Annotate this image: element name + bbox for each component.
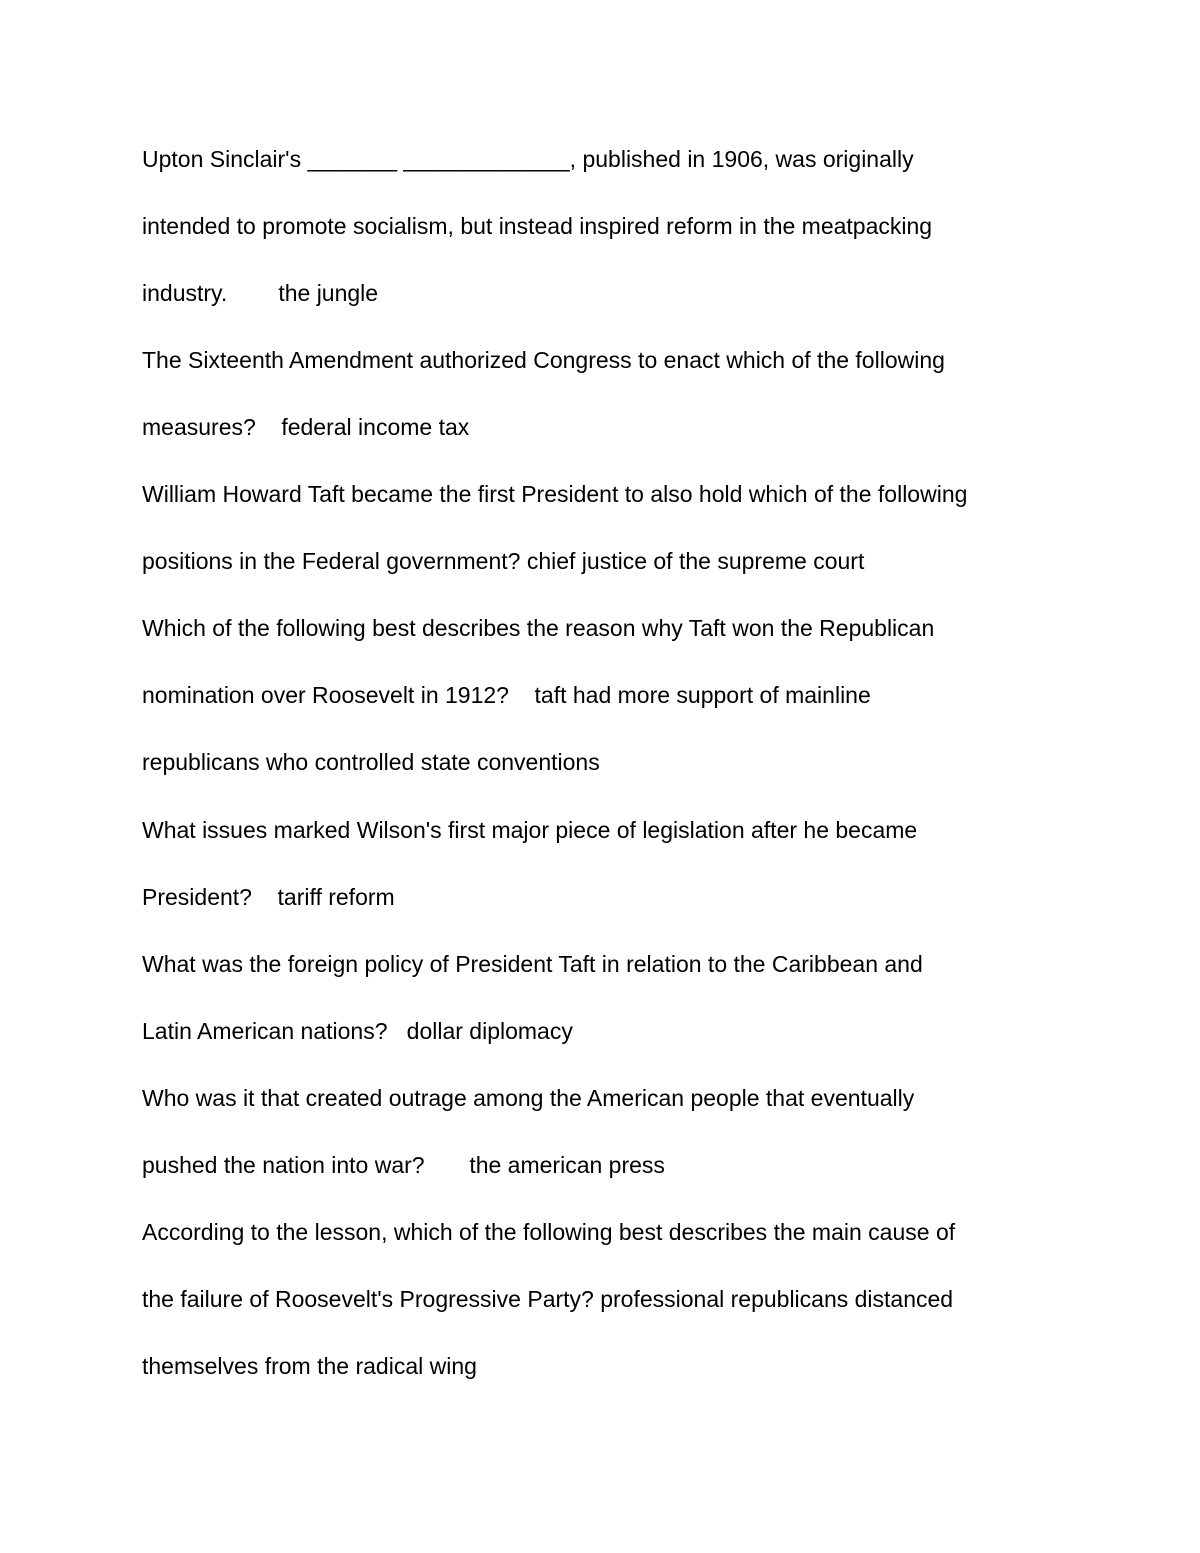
text-line: Upton Sinclair's _______ _____________, published in 1906, was originally: [142, 146, 914, 172]
text-line: What issues marked Wilson's first major piece of legislation after he became: [142, 817, 918, 843]
text-line: Who was it that created outrage among the American people that eventually: [142, 1085, 915, 1111]
text-line: The Sixteenth Amendment authorized Congress to enact which of the following: [142, 347, 945, 373]
text-line: Which of the following best describes the reason why Taft won the Republican: [142, 615, 935, 641]
text-line: themselves from the radical wing: [142, 1353, 477, 1379]
text-line: What was the foreign policy of President Taft in relation to the Caribbean and: [142, 951, 923, 977]
text-line: pushed the nation into war? the american press: [142, 1152, 665, 1178]
text-line: According to the lesson, which of the following best describes the main cause of: [142, 1219, 956, 1245]
text-line: nomination over Roosevelt in 1912? taft had more support of mainline: [142, 682, 871, 708]
text-line: Latin American nations? dollar diplomacy: [142, 1018, 573, 1044]
text-line: measures? federal income tax: [142, 414, 470, 440]
text-line: intended to promote socialism, but instead inspired reform in the meatpacking: [142, 213, 933, 239]
text-line: William Howard Taft became the first President to also hold which of the following: [142, 481, 968, 507]
text-line: industry. the jungle: [142, 280, 379, 306]
text-line: positions in the Federal government? chief justice of the supreme court: [142, 548, 865, 574]
text-line: the failure of Roosevelt's Progressive Party? professional republicans distanced: [142, 1286, 954, 1312]
text-line: President? tariff reform: [142, 884, 395, 910]
text-line: republicans who controlled state conventions: [142, 749, 600, 775]
